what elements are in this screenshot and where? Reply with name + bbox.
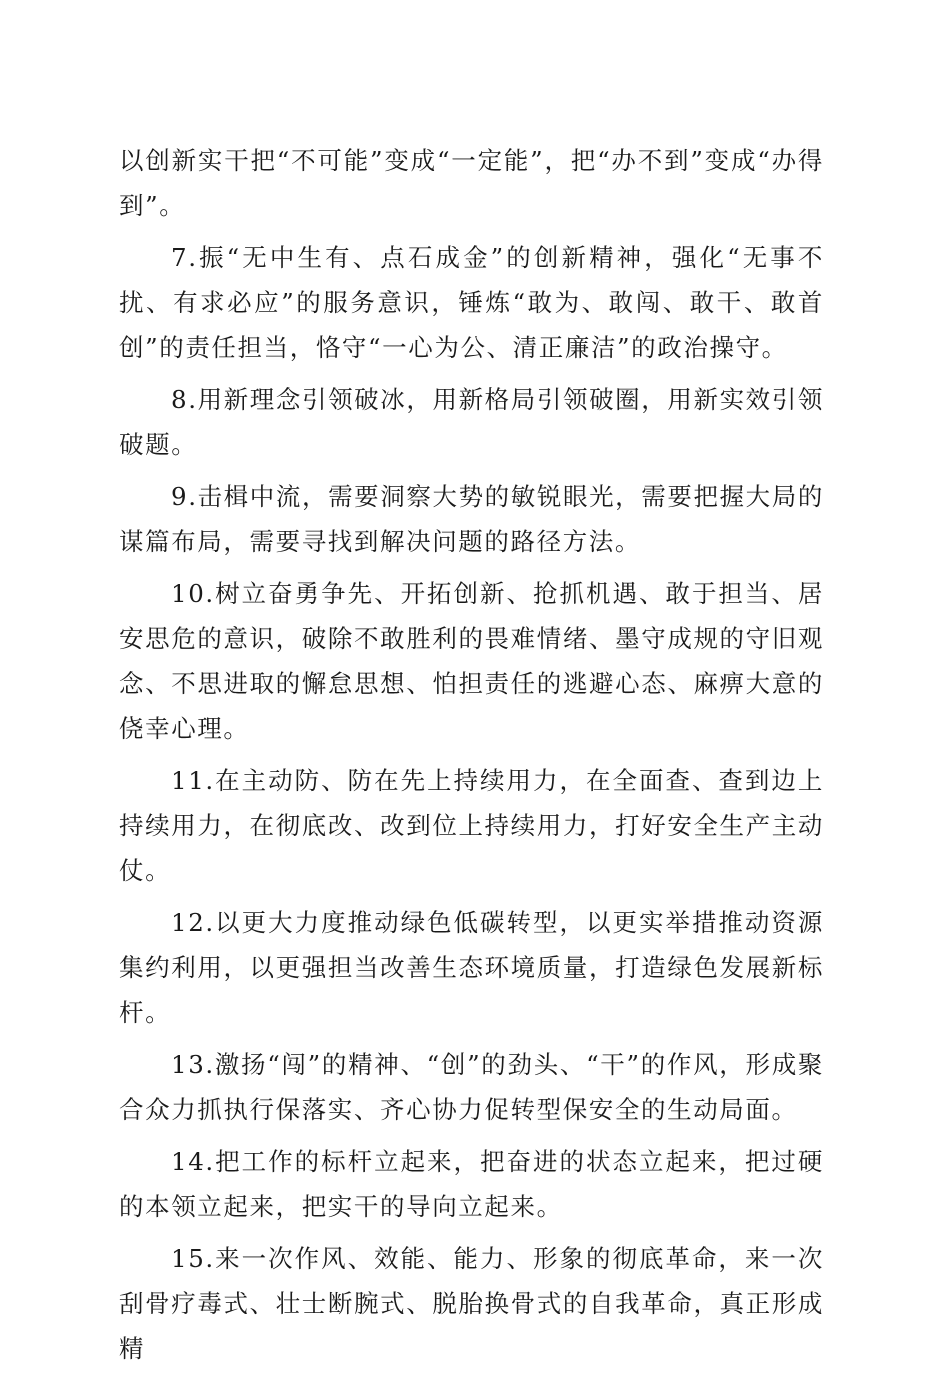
paragraph-item-9: 9.击楫中流，需要洞察大势的敏锐眼光，需要把握大局的谋篇布局，需要寻找到解决问题的路径方法。: [119, 482, 824, 556]
paragraph-item-14: 14.把工作的标杆立起来，把奋进的状态立起来，把过硬的本领立起来，把实干的导向立起来。: [119, 1147, 824, 1221]
paragraph-item-7: 7.振“无中生有、点石成金”的创新精神，强化“无事不扰、有求必应”的服务意识，锤炼“敢为、敢闯、敢干、敢首创”的责任担当，恪守“一心为公、清正廉洁”的政治操守。: [119, 243, 824, 362]
document-body: [119, 138, 824, 1378]
paragraph-item-8: 8.用新理念引领破冰，用新格局引领破圈，用新实效引领破题。: [119, 385, 824, 459]
paragraph-item-11: 11.在主动防、防在先上持续用力，在全面查、查到边上持续用力，在彻底改、改到位上持续用力，打好安全生产主动仗。: [119, 766, 824, 885]
paragraph-item-10: 10.树立奋勇争先、开拓创新、抢抓机遇、敢于担当、居安思危的意识，破除不敢胜利的畏难情绪、墨守成规的守旧观念、不思进取的懈怠思想、怕担责任的逃避心态、麻痹大意的侥幸心理。: [119, 579, 824, 743]
paragraph-item-15: 15.来一次作风、效能、能力、形象的彻底革命，来一次刮骨疗毒式、壮士断腕式、脱胎换骨式的自我革命，真正形成精: [119, 1244, 824, 1363]
paragraph-item-13: 13.激扬“闯”的精神、“创”的劲头、“干”的作风，形成聚合众力抓执行保落实、齐心协力促转型保安全的生动局面。: [119, 1050, 824, 1124]
paragraph-item-12: 12.以更大力度推动绿色低碳转型，以更实举措推动资源集约利用，以更强担当改善生态环境质量，打造绿色发展新标杆。: [119, 908, 824, 1027]
paragraph-continuation: 以创新实干把“不可能”变成“一定能”，把“办不到”变成“办得到”。: [119, 146, 824, 220]
